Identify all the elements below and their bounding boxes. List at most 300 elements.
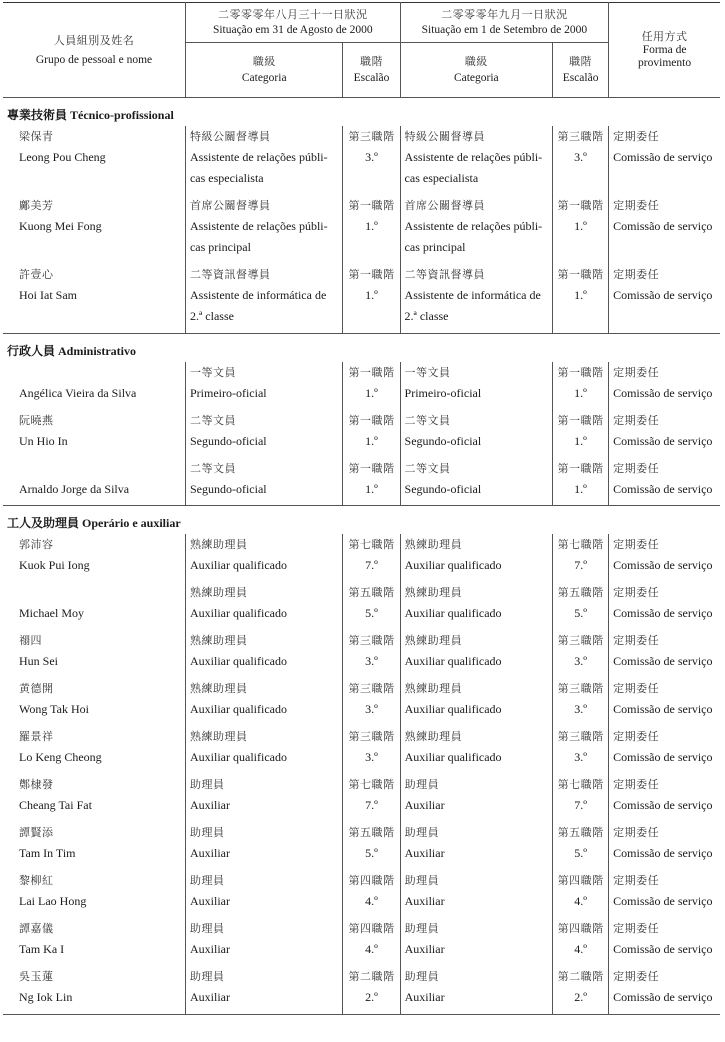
esc2-line: 4.º — [574, 894, 587, 908]
cat2-line: 熟練助理員 — [404, 586, 463, 599]
forma-line: Comissão de serviço — [613, 798, 713, 812]
forma-provimento — [609, 678, 720, 720]
escalao-sep — [553, 582, 609, 624]
esc2-line: 1.º — [574, 288, 587, 302]
esc2-line: 第二職階 — [557, 970, 604, 983]
name-pt: Kuok Pui Iong — [19, 558, 90, 572]
esc2-line: 3.º — [574, 750, 587, 764]
section-title: 行政人員 Administrativo — [7, 343, 137, 358]
cat1-line: Auxiliar — [190, 942, 230, 956]
cat2-line: 助理員 — [404, 778, 440, 791]
name-zh: 吳玉蓮 — [19, 970, 54, 983]
cat2-line: Auxiliar — [404, 942, 445, 956]
name-zh: 許壹心 — [19, 268, 54, 281]
escalao-sep — [552, 410, 608, 452]
forma-line: Comissão de serviço — [613, 894, 713, 908]
sections-container — [3, 98, 720, 1015]
table-row — [3, 822, 720, 864]
cat2-line: cas especialista — [404, 171, 479, 185]
forma-line: Comissão de serviço — [613, 385, 713, 400]
name-pt: Angélica Vieira da Silva — [19, 385, 137, 400]
cat2-line: Auxiliar qualificado — [404, 702, 502, 716]
esc2-line: 第一職階 — [557, 365, 604, 379]
staff-section — [3, 506, 720, 1015]
forma-provimento — [609, 362, 720, 404]
cat2-line: Assistente de relações públi- — [404, 150, 543, 164]
person-name — [3, 630, 186, 672]
forma-line: Comissão de serviço — [613, 990, 713, 1004]
person-name — [3, 264, 185, 327]
forma-line: Comissão de serviço — [613, 558, 713, 572]
esc1-line: 第一職階 — [348, 199, 395, 212]
name-pt: Kuong Mei Fong — [19, 219, 102, 233]
cat1-line: 二等資訊督導員 — [189, 268, 271, 281]
esc1-line: 第三職階 — [348, 730, 395, 743]
forma-provimento — [609, 534, 720, 576]
forma-line: Comissão de serviço — [613, 219, 713, 233]
cat2-line: 熟練助理員 — [404, 634, 463, 647]
cat1-line: cas principal — [189, 240, 251, 254]
cat1-header — [186, 43, 343, 98]
esc1-line: 第七職階 — [348, 538, 395, 551]
esc2-line: 第三職階 — [557, 682, 604, 695]
esc1-line: 1.º — [365, 288, 378, 302]
name-pt: Arnaldo Jorge da Silva — [19, 481, 130, 496]
name-zh — [19, 458, 185, 479]
cat1-line: 2.ª classe — [189, 309, 234, 323]
category-sep — [400, 195, 552, 258]
cat2-line: cas principal — [404, 240, 466, 254]
category-aug — [185, 264, 342, 327]
esc1-line: 第三職階 — [348, 682, 395, 695]
esc1-line: 7.º — [365, 798, 378, 812]
cat1-line: 助理員 — [190, 874, 225, 887]
person-name — [3, 362, 185, 404]
escalao-aug — [343, 410, 400, 452]
group-name-header — [3, 3, 186, 98]
category-aug — [186, 918, 343, 960]
esc2-line: 7.º — [574, 558, 587, 572]
cat2-line: 二等資訊督導員 — [404, 268, 486, 281]
cat2-line: Auxiliar qualificado — [404, 558, 502, 572]
cat1-line: cas especialista — [189, 171, 264, 185]
category-sep — [400, 678, 552, 720]
forma-provimento — [609, 822, 720, 864]
forma-line: Comissão de serviço — [613, 654, 713, 668]
cat1-line: Assistente de relações públi- — [189, 150, 328, 164]
cat2-line: 熟練助理員 — [404, 730, 463, 743]
esc1-line: 3.º — [365, 150, 378, 164]
table-row — [3, 918, 720, 960]
category-aug — [186, 966, 343, 1008]
cat1-line: Primeiro-oficial — [189, 385, 267, 400]
cat2-line: Assistente de informática de — [404, 288, 541, 302]
esc1-line: 4.º — [365, 942, 378, 956]
category-sep — [400, 870, 552, 912]
escalao-aug — [343, 126, 400, 189]
forma-provimento — [609, 918, 720, 960]
category-sep — [400, 410, 552, 452]
escalao-sep — [553, 726, 609, 768]
cat1-line: 熟練助理員 — [190, 586, 248, 599]
cat2-line: 熟練助理員 — [404, 682, 463, 695]
esc2-zh: 職階 — [569, 55, 593, 68]
escalao-aug — [343, 630, 400, 672]
cat2-line: 助理員 — [404, 922, 440, 935]
cat1-line: Auxiliar qualificado — [190, 654, 287, 668]
esc2-pt: Escalão — [562, 72, 599, 84]
forma-line: Comissão de serviço — [613, 433, 713, 448]
escalao-sep — [552, 458, 608, 500]
cat2-line: 特級公關督導員 — [404, 130, 486, 143]
esc2-line: 1.º — [574, 219, 587, 233]
forma-header — [609, 3, 720, 98]
group-header-pt: Grupo de pessoal e nome — [35, 53, 153, 66]
cat1-line: Auxiliar qualificado — [190, 702, 287, 716]
category-aug — [185, 458, 342, 500]
esc1-line: 5.º — [365, 846, 378, 860]
cat1-line: 熟練助理員 — [190, 730, 248, 743]
esc1-zh: 職階 — [360, 55, 383, 68]
name-pt: Wong Tak Hoi — [19, 702, 89, 716]
forma-line: 定期委任 — [613, 634, 660, 647]
person-name — [3, 678, 186, 720]
cat2-line: Auxiliar — [404, 990, 445, 1004]
table-header — [3, 2, 720, 98]
table-row — [3, 678, 720, 720]
table-row — [3, 870, 720, 912]
cat2-line: Auxiliar qualificado — [404, 750, 502, 764]
esc1-line: 第一職階 — [348, 461, 395, 475]
forma-line: 定期委任 — [613, 826, 660, 839]
name-zh: 黎柳紅 — [19, 874, 54, 887]
cat2-line: 助理員 — [404, 874, 440, 887]
cat1-line: Auxiliar qualificado — [190, 606, 287, 620]
name-pt: Un Hio In — [19, 433, 68, 448]
forma-line: 定期委任 — [613, 538, 660, 551]
category-sep — [400, 822, 552, 864]
escalao-aug — [343, 264, 400, 327]
esc2-line: 7.º — [574, 798, 587, 812]
name-zh: 譚賢添 — [19, 826, 54, 839]
forma-line: 定期委任 — [613, 922, 660, 935]
escalao-aug — [343, 582, 400, 624]
esc1-line: 7.º — [365, 558, 378, 572]
forma-provimento — [609, 726, 720, 768]
category-aug — [185, 410, 342, 452]
cat1-line: 二等文員 — [189, 413, 236, 427]
escalao-aug — [343, 195, 400, 258]
name-pt: Hun Sei — [19, 654, 58, 668]
staff-section — [3, 334, 720, 507]
category-sep — [400, 966, 552, 1008]
esc2-line: 第五職階 — [557, 586, 604, 599]
cat2-line: Segundo-oficial — [404, 433, 482, 448]
cat1-line: Assistente de relações públi- — [189, 219, 328, 233]
forma-line: Comissão de serviço — [613, 750, 713, 764]
esc1-line: 5.º — [365, 606, 378, 620]
esc2-line: 2.º — [574, 990, 587, 1004]
table-row — [3, 195, 720, 258]
forma-provimento — [609, 264, 720, 327]
forma-line: Comissão de serviço — [613, 481, 713, 496]
esc1-line: 1.º — [365, 481, 378, 496]
forma-line: Comissão de serviço — [613, 846, 713, 860]
table-row — [3, 362, 720, 404]
category-sep — [400, 726, 552, 768]
esc2-line: 1.º — [574, 433, 587, 448]
forma-line: 定期委任 — [613, 199, 660, 212]
cat1-line: Auxiliar qualificado — [190, 750, 287, 764]
person-name — [3, 195, 185, 258]
forma-provimento — [609, 126, 720, 189]
section-title: 工人及助理員 Operário e auxiliar — [7, 516, 181, 530]
table-row — [3, 726, 720, 768]
escalao-sep — [553, 678, 609, 720]
section-title: 專業技術員 Técnico-profissional — [7, 108, 174, 122]
escalao-sep — [552, 264, 608, 327]
cat2-line: Assistente de relações públi- — [404, 219, 543, 233]
staff-list-document — [3, 2, 720, 1037]
forma-line: 定期委任 — [613, 586, 660, 599]
esc2-line: 第一職階 — [557, 268, 604, 281]
esc2-line: 第七職階 — [557, 538, 604, 551]
cat2-line: Auxiliar — [404, 798, 445, 812]
esc1-line: 1.º — [365, 433, 378, 448]
escalao-sep — [553, 534, 609, 576]
cat1-line: Auxiliar — [190, 798, 230, 812]
escalao-aug — [343, 458, 400, 500]
esc2-line: 3.º — [574, 702, 587, 716]
esc1-header — [343, 43, 400, 98]
escalao-aug — [343, 966, 400, 1008]
person-name — [3, 726, 186, 768]
table-row — [3, 458, 720, 500]
esc2-line: 1.º — [574, 385, 587, 400]
cat2-line: Auxiliar qualificado — [404, 654, 502, 668]
esc1-line: 第五職階 — [348, 586, 395, 599]
esc1-line: 3.º — [365, 654, 378, 668]
name-zh: 羅景祥 — [19, 730, 54, 743]
name-pt: Lo Keng Cheong — [19, 750, 102, 764]
name-pt: Tam Ka I — [19, 942, 65, 956]
date2-zh: 二零零零年九月一日狀況 — [441, 8, 568, 21]
esc1-line: 2.º — [365, 990, 378, 1004]
esc2-line: 第三職階 — [557, 730, 604, 743]
table-row — [3, 410, 720, 452]
esc1-line: 1.º — [365, 385, 378, 400]
name-pt: Leong Pou Cheng — [19, 150, 106, 164]
forma-line: 定期委任 — [613, 268, 660, 281]
cat1-line: 熟練助理員 — [190, 682, 248, 695]
table-row — [3, 264, 720, 327]
forma-line: Comissão de serviço — [613, 702, 713, 716]
forma-line: 定期委任 — [613, 461, 660, 475]
category-sep — [400, 264, 552, 327]
cat1-line: Auxiliar — [190, 894, 230, 908]
table-row — [3, 534, 720, 576]
table-row — [3, 774, 720, 816]
forma-provimento — [609, 195, 720, 258]
category-sep — [400, 774, 552, 816]
esc1-line: 3.º — [365, 750, 378, 764]
escalao-sep — [553, 822, 609, 864]
esc2-line: 第一職階 — [557, 199, 604, 212]
cat1-line: Auxiliar — [190, 990, 230, 1004]
esc1-line: 第四職階 — [348, 922, 395, 935]
esc1-line: 第五職階 — [348, 826, 395, 839]
person-name — [3, 458, 185, 500]
person-name — [3, 774, 186, 816]
category-aug — [186, 822, 343, 864]
cat2-line: 一等文員 — [404, 365, 451, 379]
escalao-aug — [343, 726, 400, 768]
cat2-line: Primeiro-oficial — [404, 385, 482, 400]
category-aug — [186, 678, 343, 720]
forma-provimento — [609, 630, 720, 672]
person-name — [3, 870, 186, 912]
category-aug — [186, 534, 343, 576]
cat1-line: 特級公關督導員 — [189, 130, 271, 143]
category-aug — [186, 630, 343, 672]
esc2-line: 第五職階 — [557, 826, 604, 839]
escalao-aug — [343, 678, 400, 720]
escalao-aug — [343, 822, 400, 864]
forma-line: 定期委任 — [613, 730, 660, 743]
name-zh: 梁保青 — [19, 130, 54, 143]
table-row — [3, 126, 720, 189]
escalao-aug — [343, 534, 400, 576]
date2-pt: Situação em 1 de Setembro de 2000 — [421, 24, 588, 36]
group-header-zh: 人員組別及姓名 — [53, 33, 135, 47]
name-pt: Ng Iok Lin — [19, 990, 73, 1004]
esc2-line: 第七職階 — [557, 778, 604, 791]
name-pt: Cheang Tai Fat — [19, 798, 92, 812]
category-sep — [400, 362, 552, 404]
category-aug — [185, 126, 342, 189]
esc2-line: 5.º — [574, 846, 587, 860]
category-sep — [400, 582, 552, 624]
name-pt: Michael Moy — [19, 606, 84, 620]
name-zh: 黄德開 — [19, 682, 54, 695]
escalao-sep — [553, 774, 609, 816]
name-zh: 郭沛容 — [19, 538, 54, 551]
category-sep — [400, 918, 552, 960]
forma-line: 定期委任 — [613, 365, 660, 379]
forma-provimento — [609, 458, 720, 500]
escalao-sep — [552, 126, 608, 189]
cat1-line: Auxiliar — [190, 846, 230, 860]
forma-line: 定期委任 — [613, 682, 660, 695]
forma-line: Comissão de serviço — [613, 288, 713, 302]
escalao-sep — [553, 966, 609, 1008]
cat2-line: 助理員 — [404, 970, 440, 983]
forma-provimento — [609, 774, 720, 816]
date2-header — [400, 3, 609, 43]
esc1-line: 3.º — [365, 702, 378, 716]
cat1-line: 一等文員 — [189, 365, 236, 379]
cat1-line: 助理員 — [190, 922, 225, 935]
name-zh: 禤四 — [19, 634, 42, 647]
cat1-line: 首席公關督導員 — [189, 199, 271, 212]
forma-provimento — [609, 966, 720, 1008]
category-sep — [400, 534, 552, 576]
esc1-line: 第一職階 — [348, 365, 395, 379]
escalao-sep — [553, 918, 609, 960]
cat2-line: 2.ª classe — [404, 309, 449, 323]
name-zh: 譚嘉儀 — [19, 922, 54, 935]
forma-line: 定期委任 — [613, 778, 660, 791]
esc1-line: 第七職階 — [348, 778, 395, 791]
cat1-line: Assistente de informática de — [189, 288, 327, 302]
esc2-line: 第四職階 — [557, 922, 604, 935]
cat2-line: 二等文員 — [404, 413, 451, 427]
category-aug — [186, 774, 343, 816]
forma-provimento — [609, 870, 720, 912]
cat1-pt: Categoria — [241, 72, 287, 84]
cat1-line: 助理員 — [190, 970, 225, 983]
escalao-sep — [552, 195, 608, 258]
forma-line: Comissão de serviço — [613, 942, 713, 956]
forma-line: 定期委任 — [613, 413, 660, 427]
name-zh — [19, 362, 185, 383]
forma-zh: 任用方式 — [641, 30, 688, 43]
cat1-line: Segundo-oficial — [189, 433, 267, 448]
category-aug — [185, 362, 342, 404]
person-name — [3, 126, 185, 189]
table-row — [3, 630, 720, 672]
cat2-pt: Categoria — [453, 72, 499, 84]
cat1-line: 二等文員 — [189, 461, 236, 475]
date1-pt: Situação em 31 de Agosto de 2000 — [212, 24, 373, 36]
forma-line: 定期委任 — [613, 874, 660, 887]
escalao-aug — [343, 774, 400, 816]
forma-provimento — [609, 410, 720, 452]
table-row — [3, 966, 720, 1008]
cat1-line: Segundo-oficial — [189, 481, 267, 496]
cat2-line: Auxiliar — [404, 846, 445, 860]
esc2-line: 3.º — [574, 150, 587, 164]
esc2-line: 第三職階 — [557, 130, 604, 143]
category-sep — [400, 630, 552, 672]
esc2-line: 5.º — [574, 606, 587, 620]
staff-section — [3, 98, 720, 334]
cat1-line: 助理員 — [190, 826, 225, 839]
esc1-pt: Escalão — [353, 72, 390, 84]
esc2-line: 第三職階 — [557, 634, 604, 647]
name-pt: Hoi Iat Sam — [19, 288, 77, 302]
category-sep — [400, 126, 552, 189]
escalao-sep — [552, 362, 608, 404]
name-pt: Lai Lao Hong — [19, 894, 87, 908]
category-sep — [400, 458, 552, 500]
cat2-line: Segundo-oficial — [404, 481, 482, 496]
cat2-line: 首席公關督導員 — [404, 199, 486, 212]
esc1-line: 第三職階 — [348, 634, 395, 647]
esc2-line: 第一職階 — [557, 413, 604, 427]
person-name — [3, 582, 186, 624]
cat2-header — [400, 43, 552, 98]
table-row — [3, 582, 720, 624]
forma-pt2: provimento — [638, 57, 692, 69]
esc1-line: 4.º — [365, 894, 378, 908]
category-aug — [185, 195, 342, 258]
category-aug — [186, 726, 343, 768]
esc1-line: 第四職階 — [348, 874, 395, 887]
name-zh: 鄭棣發 — [19, 778, 54, 791]
esc2-line: 4.º — [574, 942, 587, 956]
cat1-zh: 職級 — [252, 55, 276, 68]
